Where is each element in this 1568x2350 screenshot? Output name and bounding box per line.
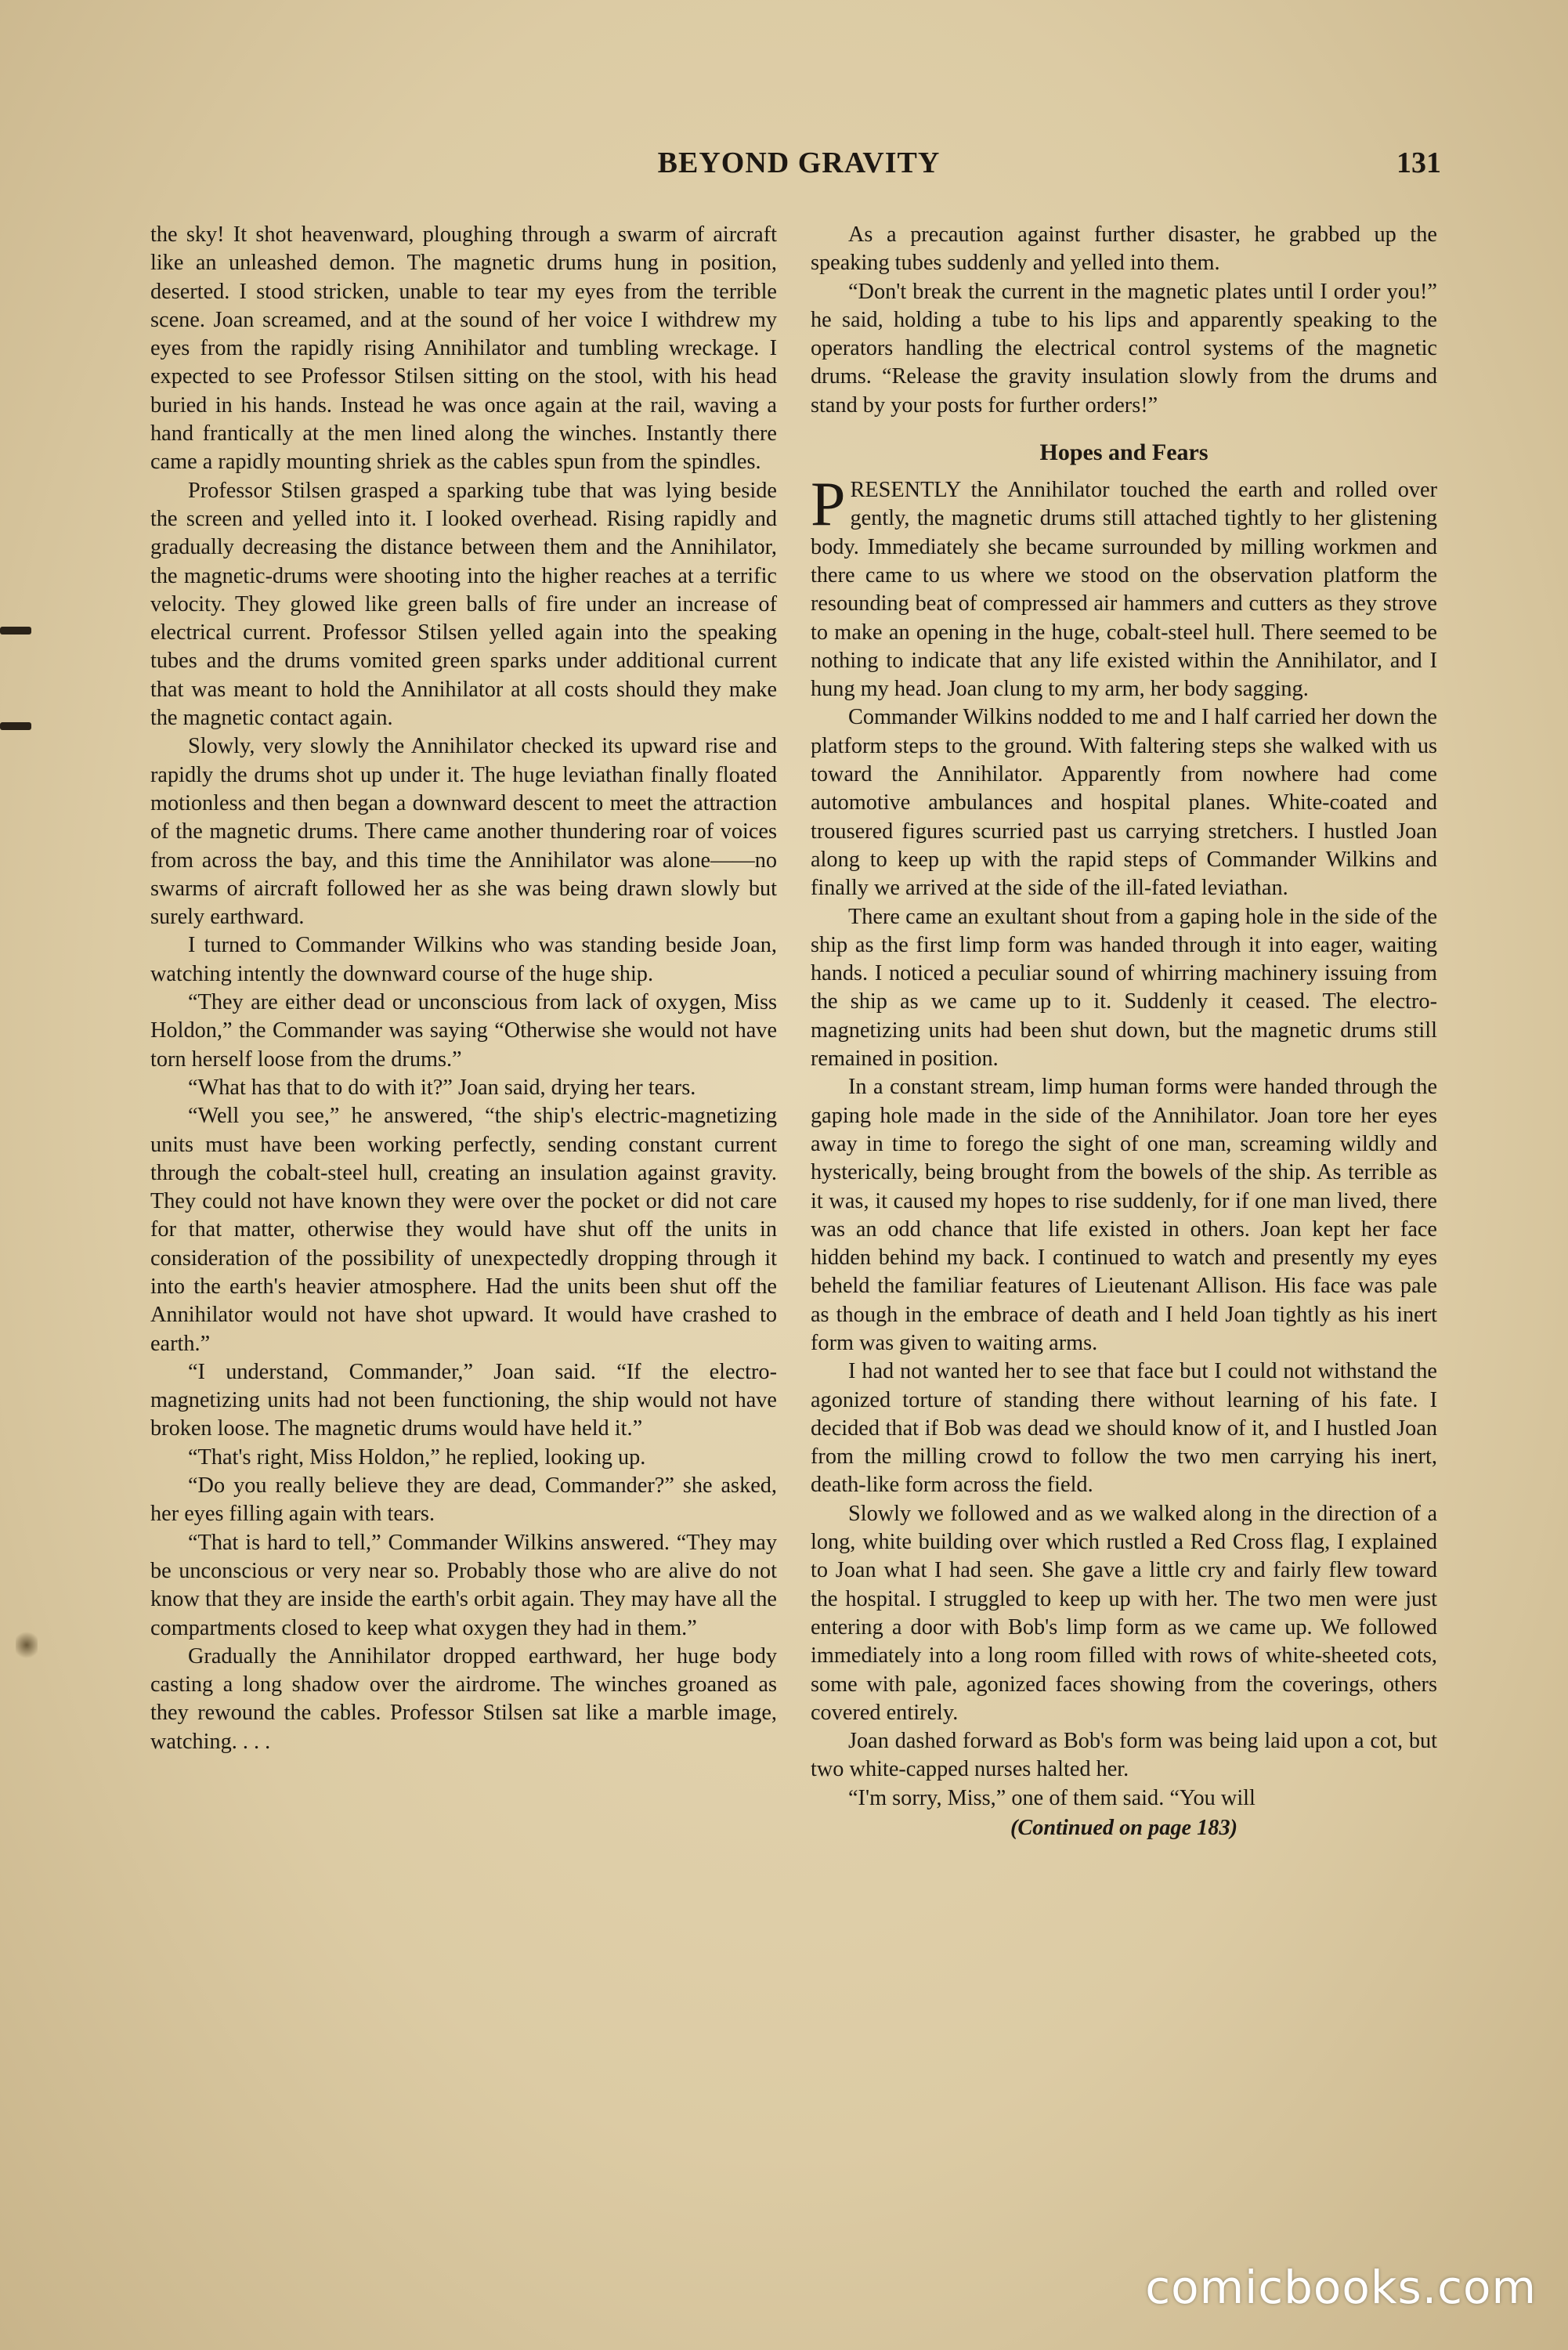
paragraph: “I understand, Commander,” Joan said. “If the electro-magnetizing units had not been functioning, the ship would not have broken loose. The magnetic drums would have held it.”	[150, 1359, 777, 1441]
paragraph: Commander Wilkins nodded to me and I half carried her down the platform steps to the ground. With faltering steps she walked with us toward the Annihilator. Apparently from nowhere had come automotive ambulances and hospital planes. White-coated and trousered figures scurried past us carrying stretchers. I hustled Joan along to keep up with the rapid steps of Commander Wilkins and finally we arrived at the side of the ill-fated leviathan.	[811, 705, 1437, 901]
binder-mark	[0, 627, 31, 634]
paragraph: As a precaution against further disaster, he grabbed up the speaking tubes suddenly and yelled into them.	[811, 222, 1437, 276]
paragraph: the sky! It shot heavenward, ploughing through a swarm of aircraft like an unleashed demon. The magnetic drums hung in position, deserted. I stood stricken, unable to tear my eyes from the terrible scene. Joan screamed, and at the sound of her voice I withdrew my eyes from the rapidly rising Annihilator and tumbling wreckage. I expected to see Professor Stilsen sitting on the stool, with his head buried in his hands. Instead he was once again at the rail, waving a hand frantically at the men lined along the winches. Instantly there came a rapidly mounting shriek as the cables spun from the spindles.	[150, 222, 777, 475]
paragraph: Professor Stilsen grasped a sparking tube that was lying beside the screen and yelled into it. I looked overhead. Rising rapidly and gradually decreasing the distance between them and the Annihilator, the magnetic-drums were shooting into the higher reaches at a terrific velocity. They glowed like green balls of fire under an increase of electrical current. Professor Stilsen yelled again into the speaking tubes and the drums vomited green sparks under additional current that was meant to hold the Annihilator at all costs should they make the magnetic contact again.	[150, 478, 777, 731]
paragraph: I had not wanted her to see that face but I could not withstand the agonized torture of standing there without learning of his fate. I decided that if Bob was dead we should know of it, and I hustled Joan from the milling crowd to follow the two men carrying his inert, death-like form across the field.	[811, 1359, 1437, 1498]
paragraph: Gradually the Annihilator dropped earthward, her huge body casting a long shadow over the airdrome. The winches groaned as they rewound the cables. Professor Stilsen sat like a marble image, watching. . . .	[150, 1643, 777, 1754]
left-column	[150, 221, 777, 1756]
paragraph: “That's right, Miss Holdon,” he replied, looking up.	[188, 1444, 646, 1470]
running-header	[157, 146, 1441, 193]
drop-cap-paragraph-text: RESENTLY the Annihilator touched the earth and rolled over gently, the magnetic drums still attached tightly to her glistening body. Immediately she became surrounded by milling workmen and there came to us where we stood on the observation platform the resounding beat of compressed air hammers and cutters as they strove to make an opening in the huge, cobalt-steel hull. There seemed to be nothing to indicate that any life existed within the Annihilator, and I hung my head. Joan clung to my arm, her body sagging.	[811, 478, 1437, 702]
paragraph: In a constant stream, limp human forms were handed through the gaping hole made in the side of the Annihilator. Joan tore her eyes away in time to forego the sight of one man, screaming wildly and hysterically, being brought from the bowels of the ship. As terrible as it was, it caused my hopes to rise suddenly, for if one man lived, there was an odd chance that life existed in others. Joan kept her face hidden behind my back. I continued to watch and presently my eyes beheld the familiar features of Lieutenant Allison. His face was pale as though in the embrace of death and I held Joan tightly as his inert form was given to waiting arms.	[811, 1075, 1437, 1355]
paragraph: “Well you see,” he answered, “the ship's electric-magnetizing units must have been working perfectly, sending constant current through the cobalt-steel hull, creating an insulation against gravity. They could not have known they were over the pocket or did not care for that matter, otherwise they would have shut off the units in consideration of the possibility of unexpectedly dropping through it into the earth's heavier atmosphere. Had the units been shut off the Annihilator would not have shot upward. It would have crashed to earth.”	[150, 1104, 777, 1356]
right-column	[811, 221, 1437, 1842]
paragraph: “They are either dead or unconscious from lack of oxygen, Miss Holdon,” the Commander was saying “Otherwise she would not have torn herself loose from the drums.”	[150, 990, 777, 1072]
paragraph: “What has that to do with it?” Joan said, drying her tears.	[188, 1075, 696, 1100]
paragraph: I turned to Commander Wilkins who was standing beside Joan, watching intently the downward course of the huge ship.	[150, 933, 777, 986]
continued-note: (Continued on page 183)	[1010, 1816, 1238, 1841]
running-title: BEYOND GRAVITY	[657, 146, 941, 179]
paragraph: “Do you really believe they are dead, Commander?” she asked, her eyes filling again with tears.	[150, 1473, 777, 1527]
paragraph: “I'm sorry, Miss,” one of them said. “You will	[848, 1785, 1255, 1810]
paragraph: Joan dashed forward as Bob's form was being laid upon a cot, but two white-capped nurses halted her.	[811, 1729, 1437, 1782]
section-subheading: Hopes and Fears	[1039, 439, 1209, 466]
drop-cap: P	[811, 470, 846, 540]
paragraph: Slowly, very slowly the Annihilator checked its upward rise and rapidly the drums shot up under it. The huge leviathan finally floated motionless and then began a downward descent to meet the attraction of the magnetic drums. There came another thundering roar of voices from across the bay, and this time the Annihilator was alone——no swarms of aircraft followed her as she was being drawn slowly but surely earthward.	[150, 734, 777, 930]
paragraph: “That is hard to tell,” Commander Wilkins answered. “They may be unconscious or very near so. Probably those who are alive do not know that they are inside the earth's orbit again. They may have all the compartments closed to keep what oxygen they had in them.”	[150, 1530, 777, 1640]
binder-mark	[0, 722, 31, 730]
paper-stain	[16, 1629, 38, 1661]
watermark-text: comicbooks.com	[1145, 2261, 1537, 2314]
page-number: 131	[1396, 146, 1441, 179]
paragraph: Slowly we followed and as we walked along in the direction of a long, white building over which rustled a Red Cross flag, I explained to Joan what I had seen. She gave a little cry and fairly flew toward the hospital. I struggled to keep up with her. The two men were just entering a door with Bob's limp form as we came up. We followed immediately into a long room filled with rows of white-sheeted cots, some with pale, agonized faces showing from the coverings, others covered entirely.	[811, 1501, 1437, 1725]
paragraph: “Don't break the current in the magnetic plates until I order you!” he said, holding a tube to his lips and apparently speaking to the operators handling the electrical control systems of the magnetic drums. “Release the gravity insulation slowly from the drums and stand by your posts for further orders!”	[811, 279, 1437, 418]
paragraph: There came an exultant shout from a gaping hole in the side of the ship as the first limp form was handed through it into eager, waiting hands. I noticed a peculiar sound of whirring machinery issuing from the ship as we came up to it. Suddenly it ceased. The electro-magnetizing units had been shut down, but the magnetic drums still remained in position.	[811, 904, 1437, 1072]
drop-cap-paragraph	[811, 470, 1437, 703]
